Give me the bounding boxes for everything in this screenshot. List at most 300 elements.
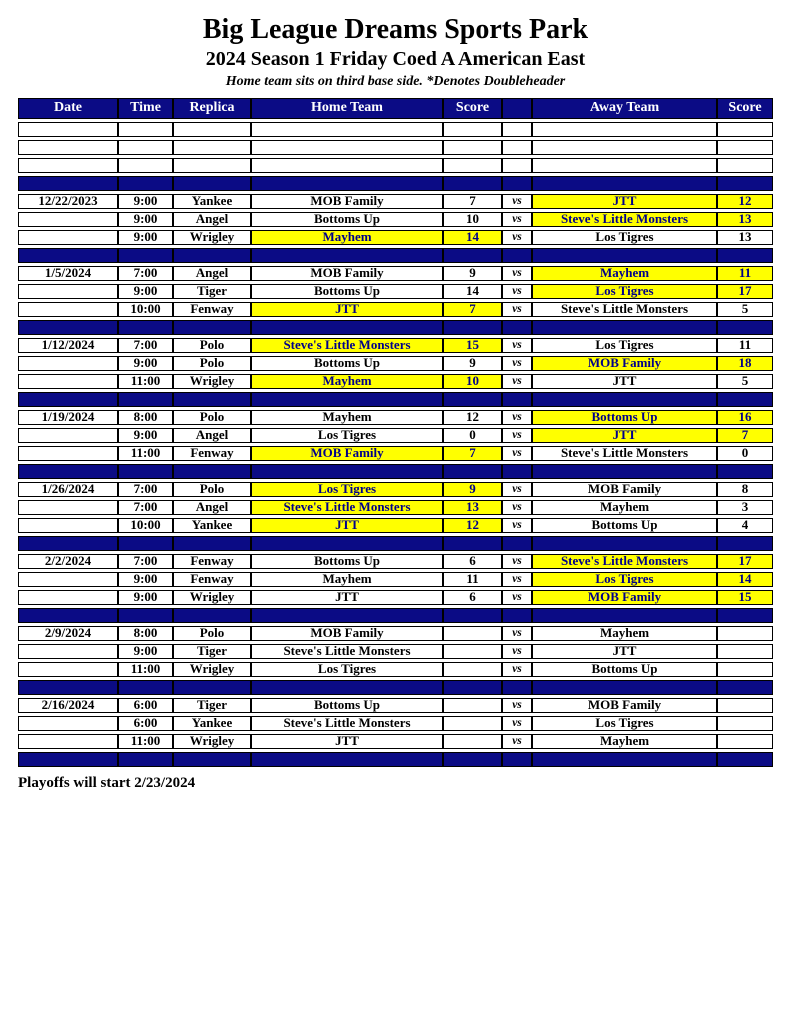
replica-cell: Fenway — [173, 446, 251, 461]
separator-cell — [717, 536, 773, 551]
time-cell: 9:00 — [118, 212, 173, 227]
home-score-cell: 9 — [443, 266, 502, 281]
empty-cell — [118, 140, 173, 155]
separator-cell — [717, 248, 773, 263]
separator-cell — [118, 752, 173, 767]
separator-cell — [443, 392, 502, 407]
separator-cell — [443, 248, 502, 263]
home-score-cell — [443, 734, 502, 749]
home-team-cell: MOB Family — [251, 626, 443, 641]
home-score-cell — [443, 716, 502, 731]
away-team-cell: JTT — [532, 428, 717, 443]
game-row — [18, 302, 773, 317]
away-team-cell: Bottoms Up — [532, 662, 717, 677]
vs-cell: vs — [502, 716, 532, 731]
separator-cell — [502, 752, 532, 767]
date-cell: 12/22/2023 — [18, 194, 118, 209]
vs-cell: vs — [502, 266, 532, 281]
separator-cell — [173, 176, 251, 191]
separator-cell — [173, 680, 251, 695]
home-team-cell: Bottoms Up — [251, 212, 443, 227]
home-team-cell: Bottoms Up — [251, 356, 443, 371]
game-row — [18, 374, 773, 389]
replica-cell: Fenway — [173, 554, 251, 569]
away-score-cell — [717, 626, 773, 641]
away-score-cell — [717, 662, 773, 677]
separator-cell — [532, 248, 717, 263]
away-score-cell: 12 — [717, 194, 773, 209]
replica-cell: Wrigley — [173, 734, 251, 749]
separator-cell — [251, 536, 443, 551]
separator-cell — [532, 536, 717, 551]
replica-cell: Polo — [173, 338, 251, 353]
empty-cell — [502, 158, 532, 173]
away-team-cell: Mayhem — [532, 266, 717, 281]
home-score-cell: 12 — [443, 518, 502, 533]
separator-row — [18, 536, 773, 551]
separator-cell — [173, 464, 251, 479]
empty-cell — [717, 122, 773, 137]
time-cell: 11:00 — [118, 734, 173, 749]
home-score-cell: 14 — [443, 230, 502, 245]
time-cell: 8:00 — [118, 626, 173, 641]
date-cell — [18, 590, 118, 605]
game-row — [18, 662, 773, 677]
separator-cell — [18, 248, 118, 263]
time-cell: 11:00 — [118, 374, 173, 389]
separator-cell — [502, 608, 532, 623]
time-cell: 9:00 — [118, 428, 173, 443]
away-score-cell — [717, 698, 773, 713]
separator-cell — [18, 752, 118, 767]
home-team-cell: JTT — [251, 518, 443, 533]
separator-cell — [443, 752, 502, 767]
time-cell: 6:00 — [118, 716, 173, 731]
home-score-cell: 9 — [443, 482, 502, 497]
empty-cell — [251, 122, 443, 137]
separator-cell — [173, 320, 251, 335]
separator-cell — [173, 608, 251, 623]
empty-row — [18, 140, 773, 155]
page-note: Home team sits on third base side. *Denotes Doubleheader — [225, 73, 566, 89]
away-team-cell: Bottoms Up — [532, 410, 717, 425]
separator-cell — [443, 320, 502, 335]
date-cell — [18, 500, 118, 515]
game-row — [18, 428, 773, 443]
empty-cell — [118, 122, 173, 137]
home-team-cell: Bottoms Up — [251, 698, 443, 713]
replica-cell: Angel — [173, 428, 251, 443]
replica-cell: Tiger — [173, 644, 251, 659]
empty-cell — [443, 122, 502, 137]
away-score-cell: 3 — [717, 500, 773, 515]
game-row — [18, 572, 773, 587]
date-cell — [18, 644, 118, 659]
separator-cell — [502, 392, 532, 407]
time-cell: 11:00 — [118, 662, 173, 677]
date-cell — [18, 374, 118, 389]
empty-cell — [18, 140, 118, 155]
time-cell: 8:00 — [118, 410, 173, 425]
home-team-cell: Los Tigres — [251, 662, 443, 677]
home-team-cell: JTT — [251, 302, 443, 317]
game-row — [18, 644, 773, 659]
empty-cell — [443, 158, 502, 173]
separator-cell — [717, 608, 773, 623]
away-team-cell: MOB Family — [532, 698, 717, 713]
away-score-cell: 5 — [717, 302, 773, 317]
game-row — [18, 626, 773, 641]
home-team-cell: Steve's Little Monsters — [251, 338, 443, 353]
separator-cell — [502, 248, 532, 263]
away-team-cell: Los Tigres — [532, 284, 717, 299]
separator-cell — [443, 536, 502, 551]
time-cell: 7:00 — [118, 338, 173, 353]
separator-cell — [443, 608, 502, 623]
date-cell: 2/16/2024 — [18, 698, 118, 713]
date-cell — [18, 356, 118, 371]
separator-cell — [717, 320, 773, 335]
home-score-cell: 7 — [443, 302, 502, 317]
time-cell: 9:00 — [118, 356, 173, 371]
replica-cell: Wrigley — [173, 662, 251, 677]
separator-cell — [502, 536, 532, 551]
separator-row — [18, 464, 773, 479]
schedule-table — [18, 95, 773, 770]
away-team-cell: Steve's Little Monsters — [532, 302, 717, 317]
separator-cell — [717, 392, 773, 407]
game-row — [18, 734, 773, 749]
vs-cell: vs — [502, 662, 532, 677]
away-score-cell: 8 — [717, 482, 773, 497]
separator-cell — [251, 248, 443, 263]
date-cell — [18, 734, 118, 749]
header-row — [18, 98, 773, 119]
empty-cell — [532, 158, 717, 173]
separator-cell — [118, 536, 173, 551]
home-score-cell — [443, 626, 502, 641]
vs-cell: vs — [502, 428, 532, 443]
vs-cell: vs — [502, 302, 532, 317]
away-team-cell: Los Tigres — [532, 230, 717, 245]
home-score-cell: 14 — [443, 284, 502, 299]
away-team-cell: MOB Family — [532, 356, 717, 371]
separator-cell — [251, 680, 443, 695]
game-row — [18, 194, 773, 209]
home-score-cell — [443, 662, 502, 677]
empty-cell — [18, 158, 118, 173]
page-title: Big League Dreams Sports Park — [202, 14, 589, 45]
away-team-cell: Los Tigres — [532, 572, 717, 587]
away-score-cell: 13 — [717, 230, 773, 245]
time-cell: 7:00 — [118, 482, 173, 497]
home-team-cell: Mayhem — [251, 374, 443, 389]
vs-cell: vs — [502, 410, 532, 425]
home-score-cell: 7 — [443, 446, 502, 461]
game-row — [18, 356, 773, 371]
separator-cell — [118, 248, 173, 263]
separator-cell — [251, 320, 443, 335]
away-team-cell: Steve's Little Monsters — [532, 446, 717, 461]
separator-cell — [502, 176, 532, 191]
vs-cell: vs — [502, 572, 532, 587]
separator-cell — [18, 680, 118, 695]
separator-cell — [118, 176, 173, 191]
col-header-home-score: Score — [443, 98, 502, 119]
empty-cell — [173, 140, 251, 155]
schedule-rows — [18, 122, 773, 767]
separator-cell — [118, 680, 173, 695]
replica-cell: Yankee — [173, 716, 251, 731]
empty-cell — [251, 158, 443, 173]
time-cell: 7:00 — [118, 500, 173, 515]
date-cell — [18, 230, 118, 245]
separator-row — [18, 752, 773, 767]
away-team-cell: JTT — [532, 374, 717, 389]
separator-cell — [173, 248, 251, 263]
home-team-cell: Mayhem — [251, 230, 443, 245]
separator-cell — [118, 392, 173, 407]
game-row — [18, 482, 773, 497]
away-team-cell: Steve's Little Monsters — [532, 212, 717, 227]
vs-cell: vs — [502, 554, 532, 569]
separator-cell — [251, 176, 443, 191]
time-cell: 9:00 — [118, 230, 173, 245]
game-row — [18, 554, 773, 569]
empty-cell — [443, 140, 502, 155]
home-score-cell — [443, 698, 502, 713]
away-team-cell: Mayhem — [532, 500, 717, 515]
date-cell: 2/9/2024 — [18, 626, 118, 641]
separator-cell — [717, 680, 773, 695]
separator-cell — [532, 608, 717, 623]
separator-row — [18, 680, 773, 695]
vs-cell: vs — [502, 698, 532, 713]
away-score-cell: 15 — [717, 590, 773, 605]
vs-cell: vs — [502, 356, 532, 371]
separator-cell — [532, 392, 717, 407]
away-score-cell — [717, 644, 773, 659]
away-team-cell: MOB Family — [532, 590, 717, 605]
replica-cell: Yankee — [173, 518, 251, 533]
game-row — [18, 230, 773, 245]
col-header-time: Time — [118, 98, 173, 119]
vs-cell: vs — [502, 374, 532, 389]
home-score-cell: 10 — [443, 374, 502, 389]
replica-cell: Tiger — [173, 284, 251, 299]
vs-cell: vs — [502, 500, 532, 515]
empty-cell — [118, 158, 173, 173]
away-score-cell: 11 — [717, 338, 773, 353]
date-cell: 1/26/2024 — [18, 482, 118, 497]
replica-cell: Polo — [173, 482, 251, 497]
vs-cell: vs — [502, 644, 532, 659]
home-team-cell: JTT — [251, 734, 443, 749]
separator-cell — [18, 320, 118, 335]
replica-cell: Angel — [173, 500, 251, 515]
home-team-cell: MOB Family — [251, 446, 443, 461]
date-cell — [18, 212, 118, 227]
separator-cell — [532, 176, 717, 191]
home-score-cell: 0 — [443, 428, 502, 443]
separator-cell — [502, 680, 532, 695]
separator-cell — [443, 464, 502, 479]
vs-cell: vs — [502, 230, 532, 245]
separator-cell — [118, 320, 173, 335]
separator-cell — [532, 320, 717, 335]
game-row — [18, 410, 773, 425]
empty-row — [18, 122, 773, 137]
game-row — [18, 212, 773, 227]
date-cell — [18, 572, 118, 587]
replica-cell: Angel — [173, 266, 251, 281]
col-header-replica: Replica — [173, 98, 251, 119]
away-team-cell: JTT — [532, 644, 717, 659]
vs-cell: vs — [502, 446, 532, 461]
away-team-cell: Mayhem — [532, 734, 717, 749]
separator-cell — [502, 320, 532, 335]
vs-cell: vs — [502, 518, 532, 533]
time-cell: 9:00 — [118, 284, 173, 299]
separator-row — [18, 248, 773, 263]
time-cell: 6:00 — [118, 698, 173, 713]
separator-cell — [173, 536, 251, 551]
separator-cell — [251, 464, 443, 479]
separator-row — [18, 392, 773, 407]
date-cell — [18, 662, 118, 677]
separator-cell — [532, 752, 717, 767]
date-cell — [18, 302, 118, 317]
home-score-cell: 6 — [443, 590, 502, 605]
time-cell: 7:00 — [118, 554, 173, 569]
home-score-cell: 10 — [443, 212, 502, 227]
home-team-cell: Bottoms Up — [251, 554, 443, 569]
empty-cell — [173, 122, 251, 137]
home-team-cell: MOB Family — [251, 194, 443, 209]
empty-cell — [717, 140, 773, 155]
empty-cell — [251, 140, 443, 155]
game-row — [18, 500, 773, 515]
vs-cell: vs — [502, 338, 532, 353]
date-cell: 2/2/2024 — [18, 554, 118, 569]
replica-cell: Wrigley — [173, 374, 251, 389]
empty-cell — [173, 158, 251, 173]
col-header-away-score: Score — [717, 98, 773, 119]
replica-cell: Polo — [173, 356, 251, 371]
away-team-cell: Los Tigres — [532, 716, 717, 731]
away-score-cell: 13 — [717, 212, 773, 227]
vs-cell: vs — [502, 734, 532, 749]
away-team-cell: Mayhem — [532, 626, 717, 641]
replica-cell: Fenway — [173, 302, 251, 317]
game-row — [18, 590, 773, 605]
page-subtitle: 2024 Season 1 Friday Coed A American East — [205, 47, 586, 70]
time-cell: 10:00 — [118, 302, 173, 317]
empty-cell — [502, 140, 532, 155]
separator-cell — [443, 680, 502, 695]
col-header-home-team: Home Team — [251, 98, 443, 119]
date-cell — [18, 716, 118, 731]
home-team-cell: MOB Family — [251, 266, 443, 281]
separator-cell — [18, 392, 118, 407]
replica-cell: Fenway — [173, 572, 251, 587]
away-team-cell: JTT — [532, 194, 717, 209]
game-row — [18, 338, 773, 353]
home-score-cell: 12 — [443, 410, 502, 425]
time-cell: 10:00 — [118, 518, 173, 533]
separator-cell — [251, 752, 443, 767]
separator-cell — [18, 176, 118, 191]
separator-cell — [717, 464, 773, 479]
vs-cell: vs — [502, 482, 532, 497]
separator-cell — [717, 176, 773, 191]
away-team-cell: MOB Family — [532, 482, 717, 497]
home-team-cell: JTT — [251, 590, 443, 605]
away-score-cell: 16 — [717, 410, 773, 425]
game-row — [18, 266, 773, 281]
separator-row — [18, 320, 773, 335]
replica-cell: Angel — [173, 212, 251, 227]
empty-cell — [532, 122, 717, 137]
date-cell: 1/19/2024 — [18, 410, 118, 425]
separator-cell — [717, 752, 773, 767]
separator-row — [18, 176, 773, 191]
game-row — [18, 446, 773, 461]
home-score-cell: 7 — [443, 194, 502, 209]
separator-cell — [443, 176, 502, 191]
separator-cell — [173, 392, 251, 407]
home-team-cell: Steve's Little Monsters — [251, 644, 443, 659]
away-team-cell: Steve's Little Monsters — [532, 554, 717, 569]
away-score-cell: 7 — [717, 428, 773, 443]
time-cell: 9:00 — [118, 194, 173, 209]
time-cell: 11:00 — [118, 446, 173, 461]
away-score-cell: 11 — [717, 266, 773, 281]
home-team-cell: Bottoms Up — [251, 284, 443, 299]
home-score-cell: 9 — [443, 356, 502, 371]
home-score-cell: 11 — [443, 572, 502, 587]
separator-cell — [173, 752, 251, 767]
replica-cell: Wrigley — [173, 230, 251, 245]
game-row — [18, 518, 773, 533]
home-team-cell: Steve's Little Monsters — [251, 500, 443, 515]
home-team-cell: Los Tigres — [251, 428, 443, 443]
replica-cell: Tiger — [173, 698, 251, 713]
home-score-cell — [443, 644, 502, 659]
separator-cell — [18, 464, 118, 479]
empty-cell — [18, 122, 118, 137]
time-cell: 9:00 — [118, 644, 173, 659]
separator-cell — [502, 464, 532, 479]
replica-cell: Yankee — [173, 194, 251, 209]
vs-cell: vs — [502, 590, 532, 605]
col-header-away-team: Away Team — [532, 98, 717, 119]
away-score-cell: 17 — [717, 554, 773, 569]
away-score-cell — [717, 734, 773, 749]
away-score-cell: 17 — [717, 284, 773, 299]
col-header-date: Date — [18, 98, 118, 119]
empty-cell — [532, 140, 717, 155]
away-score-cell: 4 — [717, 518, 773, 533]
empty-cell — [717, 158, 773, 173]
away-score-cell: 18 — [717, 356, 773, 371]
time-cell: 7:00 — [118, 266, 173, 281]
away-score-cell: 5 — [717, 374, 773, 389]
date-cell — [18, 446, 118, 461]
separator-cell — [118, 608, 173, 623]
playoffs-note: Playoffs will start 2/23/2024 — [18, 774, 196, 791]
separator-cell — [251, 608, 443, 623]
